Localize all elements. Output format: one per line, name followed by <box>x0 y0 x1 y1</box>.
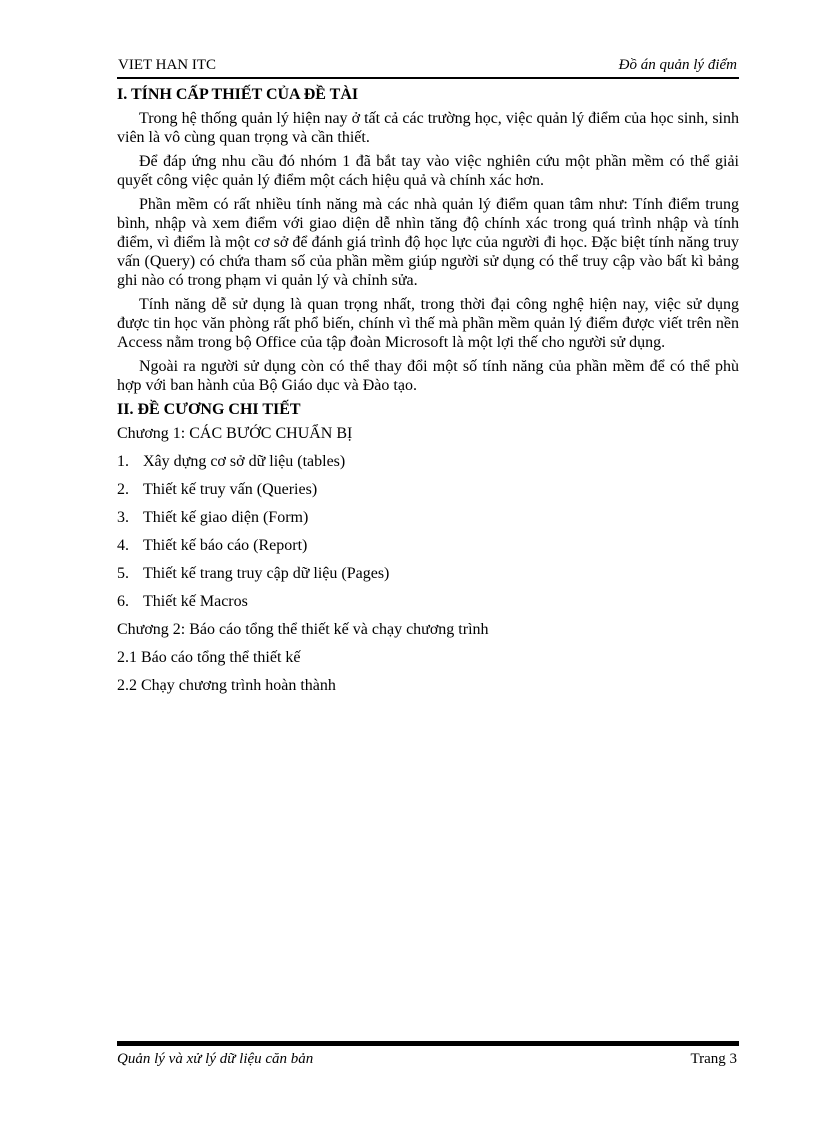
list-number: 5. <box>117 565 129 582</box>
list-item <box>117 536 739 555</box>
list-text: Thiết kế truy vấn (Queries) <box>143 481 318 498</box>
paragraph: Trong hệ thống quản lý hiện nay ở tất cả các trường học, việc quản lý điểm của học sinh, sinh viên là vô cùng quan trọng và cần thiết. <box>117 110 739 146</box>
header-doc-title: Đồ án quản lý điểm <box>618 57 737 73</box>
list-item <box>117 564 739 583</box>
list-number: 1. <box>117 453 129 470</box>
page-number: Trang 3 <box>690 1051 737 1067</box>
list-number: 2. <box>117 481 129 498</box>
section-heading-2: II. ĐỀ CƯƠNG CHI TIẾT <box>117 401 301 418</box>
list-number: 3. <box>117 509 129 526</box>
section-heading-1: I. TÍNH CẤP THIẾT CỦA ĐỀ TÀI <box>117 86 359 103</box>
paragraph: Ngoài ra người sử dụng còn có thể thay đổi một số tính năng của phần mềm để có thể phù hợp với ban hành của Bộ Giáo dục và Đào tạo. <box>117 358 739 394</box>
list-item <box>117 592 739 611</box>
document-body <box>117 85 739 704</box>
list-text: Thiết kế trang truy cập dữ liệu (Pages) <box>143 565 390 582</box>
paragraph: Phần mềm có rất nhiều tính năng mà các nhà quản lý điểm quan tâm như: Tính điểm trung bình, nhập và xem điểm với giao diện dễ nhìn tăng độ chính xác trong quá trình nhập và tính điểm, vì điểm là một cơ sở để đánh giá trình độ học lực của người đi học. Đặc biệt tính năng truy vấn (Query) có chứa tham số của phần mềm giúp người sử dụng có thể truy cập vào bất kì bảng ghi nào có trong phạm vi quản lý và chỉnh sửa. <box>117 196 739 289</box>
chapter-1-title: Chương 1: CÁC BƯỚC CHUẨN BỊ <box>117 425 353 442</box>
paragraph: Tính năng dễ sử dụng là quan trọng nhất, trong thời đại công nghệ hiện nay, việc sử dụng được tin học văn phòng rất phổ biến, chính vì thế mà phần mềm quản lý điểm được viết trên nền Access nằm trong bộ Office của tập đoàn Microsoft là một lợi thế cho người sử dụng. <box>117 296 739 351</box>
list-text: Xây dựng cơ sở dữ liệu (tables) <box>143 453 346 470</box>
subsection-2-1: 2.1 Báo cáo tổng thể thiết kế <box>117 649 301 666</box>
list-item <box>117 508 739 527</box>
list-number: 4. <box>117 537 129 554</box>
list-text: Thiết kế Macros <box>143 593 248 610</box>
footer-subject: Quản lý và xử lý dữ liệu căn bản <box>117 1051 314 1067</box>
list-item <box>117 480 739 499</box>
paragraph: Để đáp ứng nhu cầu đó nhóm 1 đã bắt tay vào việc nghiên cứu một phần mềm có thể giải quyết công việc quản lý điểm một cách hiệu quả và chính xác hơn. <box>117 153 739 189</box>
chapter-2-title: Chương 2: Báo cáo tổng thể thiết kế và chạy chương trình <box>117 621 489 638</box>
header-org: VIET HAN ITC <box>118 57 217 73</box>
list-text: Thiết kế báo cáo (Report) <box>143 537 308 554</box>
page-footer <box>117 1041 739 1070</box>
list-number: 6. <box>117 593 129 610</box>
list-text: Thiết kế giao diện (Form) <box>143 509 309 526</box>
page-header <box>117 55 739 79</box>
subsection-2-2: 2.2 Chạy chương trình hoàn thành <box>117 677 336 694</box>
list-item <box>117 452 739 471</box>
